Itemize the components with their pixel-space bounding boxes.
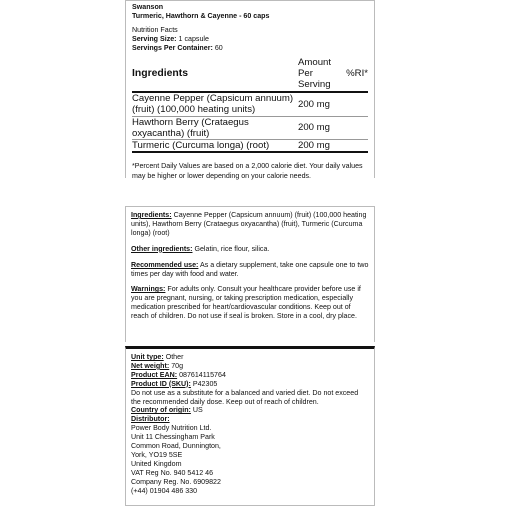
country-of-origin [131,406,369,415]
ingredient-amount: 200 mg [298,92,344,116]
distributor-line: Company Reg. No. 6909822 [131,477,221,486]
servings-per-container [132,44,368,53]
table-row [132,92,368,116]
recommended-use-label: Recommended use: [131,260,199,269]
distributor-line: Common Road, Dunnington, [131,442,221,451]
ingredient-name: Cayenne Pepper (Capsicum annuum) (fruit) (100,000 heating units) [132,92,298,116]
servings-label: Servings Per Container: [132,43,213,52]
product-info-panel [125,346,375,506]
warnings-label: Warnings: [131,285,166,294]
ingredients-label: Ingredients: [131,211,172,219]
unit-type-label: Unit type: [131,353,164,361]
ingredients-column-header: Ingredients [132,57,298,93]
table-header-row [132,57,368,93]
ingredients-paragraph [131,211,369,238]
ingredient-amount: 200 mg [298,139,344,152]
ingredient-ri [344,116,368,139]
ingredient-ri [344,92,368,116]
ingredient-amount: 200 mg [298,116,344,139]
distributor-line: United Kingdom [131,459,182,468]
serving-size-value: 1 capsule [178,34,209,43]
facts-title: Nutrition Facts [132,25,178,34]
ingredient-ri [344,139,368,152]
distributor-line: Power Body Nutrition Ltd. [131,424,212,433]
distributor-label: Distributor: [131,415,170,424]
other-ingredients-paragraph [131,245,369,254]
unit-type [131,353,369,362]
ingredient-name: Hawthorn Berry (Crataegus oxyacantha) (fruit) [132,116,298,139]
origin-value: US [190,406,203,415]
servings-value: 60 [214,43,223,52]
net-weight [131,362,369,371]
product-name: Turmeric, Hawthorn & Cayenne - 60 caps [132,11,270,20]
net-weight-value: 70g [169,361,184,370]
table-row [132,116,368,139]
origin-label: Country of origin: [131,406,191,415]
distributor-line: Unit 11 Chessingham Park [131,433,215,442]
other-ingredients-label: Other ingredients: [131,244,193,253]
net-weight-label: Net weight: [131,361,170,370]
recommended-use-paragraph [131,261,369,279]
product-sku [131,380,369,389]
brand-name: Swanson [132,3,164,11]
amount-column-header: Amount Per Serving [298,57,344,93]
distributor-line: VAT Reg No. 940 5412 46 [131,468,214,477]
warnings-text: For adults only. Consult your healthcare provider before use if you are pregnant, nursing, or taking prescription medication, especially medication prescribed for heart/cardiovascular conditions. Keep out of reach of children. Do not use if seal is broken. Store in a cool, dry place. [131,285,361,321]
serving-size [132,35,368,44]
distributor-line: York, YO19 5SE [131,450,183,459]
ri-column-header: %RI* [344,57,368,93]
details-panel [125,206,375,342]
ingredient-name: Turmeric (Curcuma longa) (root) [132,139,298,152]
ingredients-text: Cayenne Pepper (Capsicum annuum) (fruit) (100,000 heating units), Hawthorn Berry (Crataegus oxyacantha) (fruit), Turmeric (Curcuma longa) (root) [131,211,367,237]
recommended-use-text: As a dietary supplement, take one capsule one to two times per day with food and water. [131,260,369,278]
ean-label: Product EAN: [131,370,178,379]
distributor-line: (+44) 01904 486 330 [131,486,198,495]
unit-type-value: Other [163,353,184,361]
ingredients-table [132,57,368,154]
warnings-paragraph [131,285,369,321]
nutrition-panel [125,0,375,181]
disclaimer-text: Do not use as a substitute for a balanced and varied diet. Do not exceed the recommended daily dose. Keep out of reach of children. [131,388,359,406]
other-ingredients-text: Gelatin, rice flour, silica. [192,244,270,253]
sku-value: P42305 [190,379,218,388]
serving-size-label: Serving Size: [132,34,177,43]
daily-values-footnote: *Percent Daily Values are based on a 2,000 calorie diet. Your daily values may be higher or lower depending on your calorie needs. [132,162,363,181]
sku-label: Product ID (SKU): [131,379,191,388]
ean-value: 087614115764 [177,370,226,379]
product-ean [131,371,369,380]
table-row [132,139,368,152]
